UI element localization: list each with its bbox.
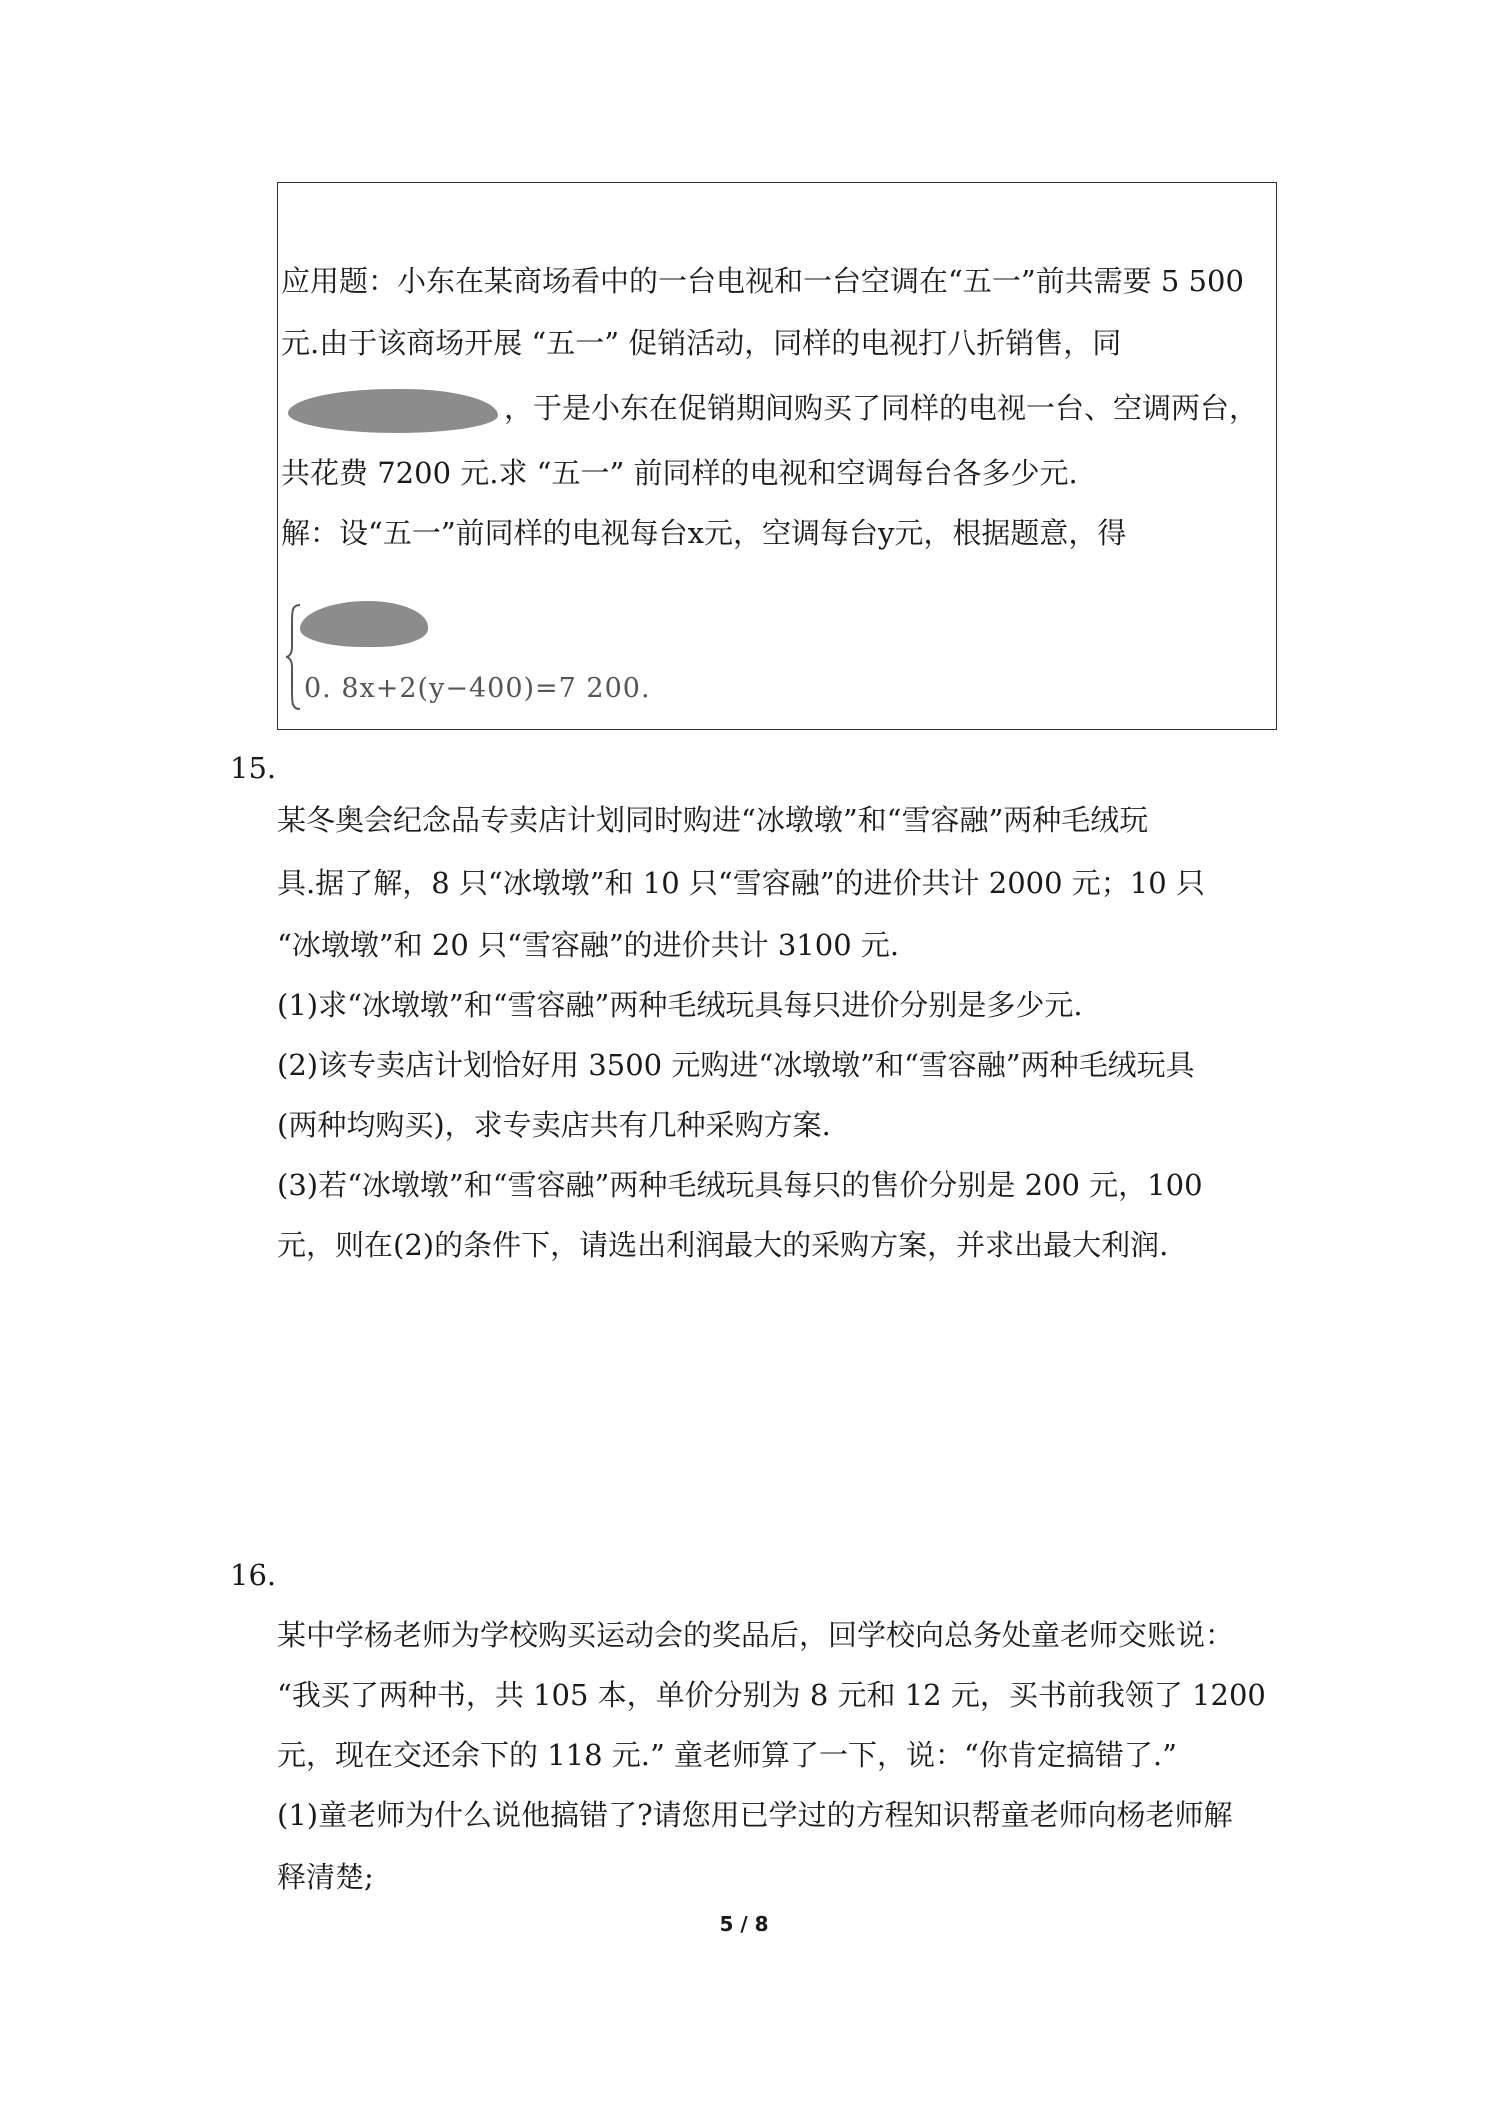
equation-line: 0. 8x+2(y−400)=7 200. [304, 673, 651, 704]
redacted-blot [288, 389, 498, 433]
box-line-2: 元.由于该商场开展 “五一” 促销活动，同样的电视打八折销售，同 [281, 326, 1122, 360]
q15-line-2: 具.据了解，8 只“冰墩墩”和 10 只“雪容融”的进价共计 2000 元；10 只 [277, 866, 1205, 900]
q15-line-6: (两种均购买)，求专卖店共有几种采购方案. [277, 1108, 831, 1142]
q15-line-3: “冰墩墩”和 20 只“雪容融”的进价共计 3100 元. [277, 928, 900, 962]
redacted-equation-blot [300, 601, 428, 647]
q16-line-4: (1)童老师为什么说他搞错了?请您用已学过的方程知识帮童老师向杨老师解 [277, 1798, 1233, 1832]
page-number: 5 / 8 [719, 1912, 769, 1936]
q16-line-2: “我买了两种书，共 105 本，单价分别为 8 元和 12 元，买书前我领了 1200 [277, 1678, 1266, 1712]
q15-line-8: 元，则在(2)的条件下，请选出利润最大的采购方案，并求出最大利润. [277, 1228, 1169, 1262]
q15-line-1: 某冬奥会纪念品专卖店计划同时购进“冰墩墩”和“雪容融”两种毛绒玩 [277, 803, 1149, 837]
brace-icon [284, 603, 304, 711]
q16-line-3: 元，现在交还余下的 118 元.” 童老师算了一下，说：“你肯定搞错了.” [277, 1738, 1177, 1772]
quoted-problem-box [277, 182, 1277, 730]
q16-line-1: 某中学杨老师为学校购买运动会的奖品后，回学校向总务处童老师交账说： [277, 1618, 1235, 1652]
question-number: 15. [230, 751, 277, 785]
box-line-3: ，于是小东在促销期间购买了同样的电视一台、空调两台， [504, 391, 1259, 425]
box-line-5: 解：设“五一”前同样的电视每台x元，空调每台y元，根据题意，得 [281, 516, 1127, 550]
q15-line-4: (1)求“冰墩墩”和“雪容融”两种毛绒玩具每只进价分别是多少元. [277, 988, 1083, 1022]
q15-line-5: (2)该专卖店计划恰好用 3500 元购进“冰墩墩”和“雪容融”两种毛绒玩具 [277, 1048, 1195, 1082]
q15-line-7: (3)若“冰墩墩”和“雪容融”两种毛绒玩具每只的售价分别是 200 元，100 [277, 1168, 1203, 1202]
q16-line-5: 释清楚; [277, 1860, 374, 1894]
question-number: 16. [230, 1558, 277, 1592]
box-line-4: 共花费 7200 元.求 “五一” 前同样的电视和空调每台各多少元. [281, 456, 1078, 490]
box-line-1: 应用题：小东在某商场看中的一台电视和一台空调在“五一”前共需要 5 500 [281, 264, 1244, 298]
